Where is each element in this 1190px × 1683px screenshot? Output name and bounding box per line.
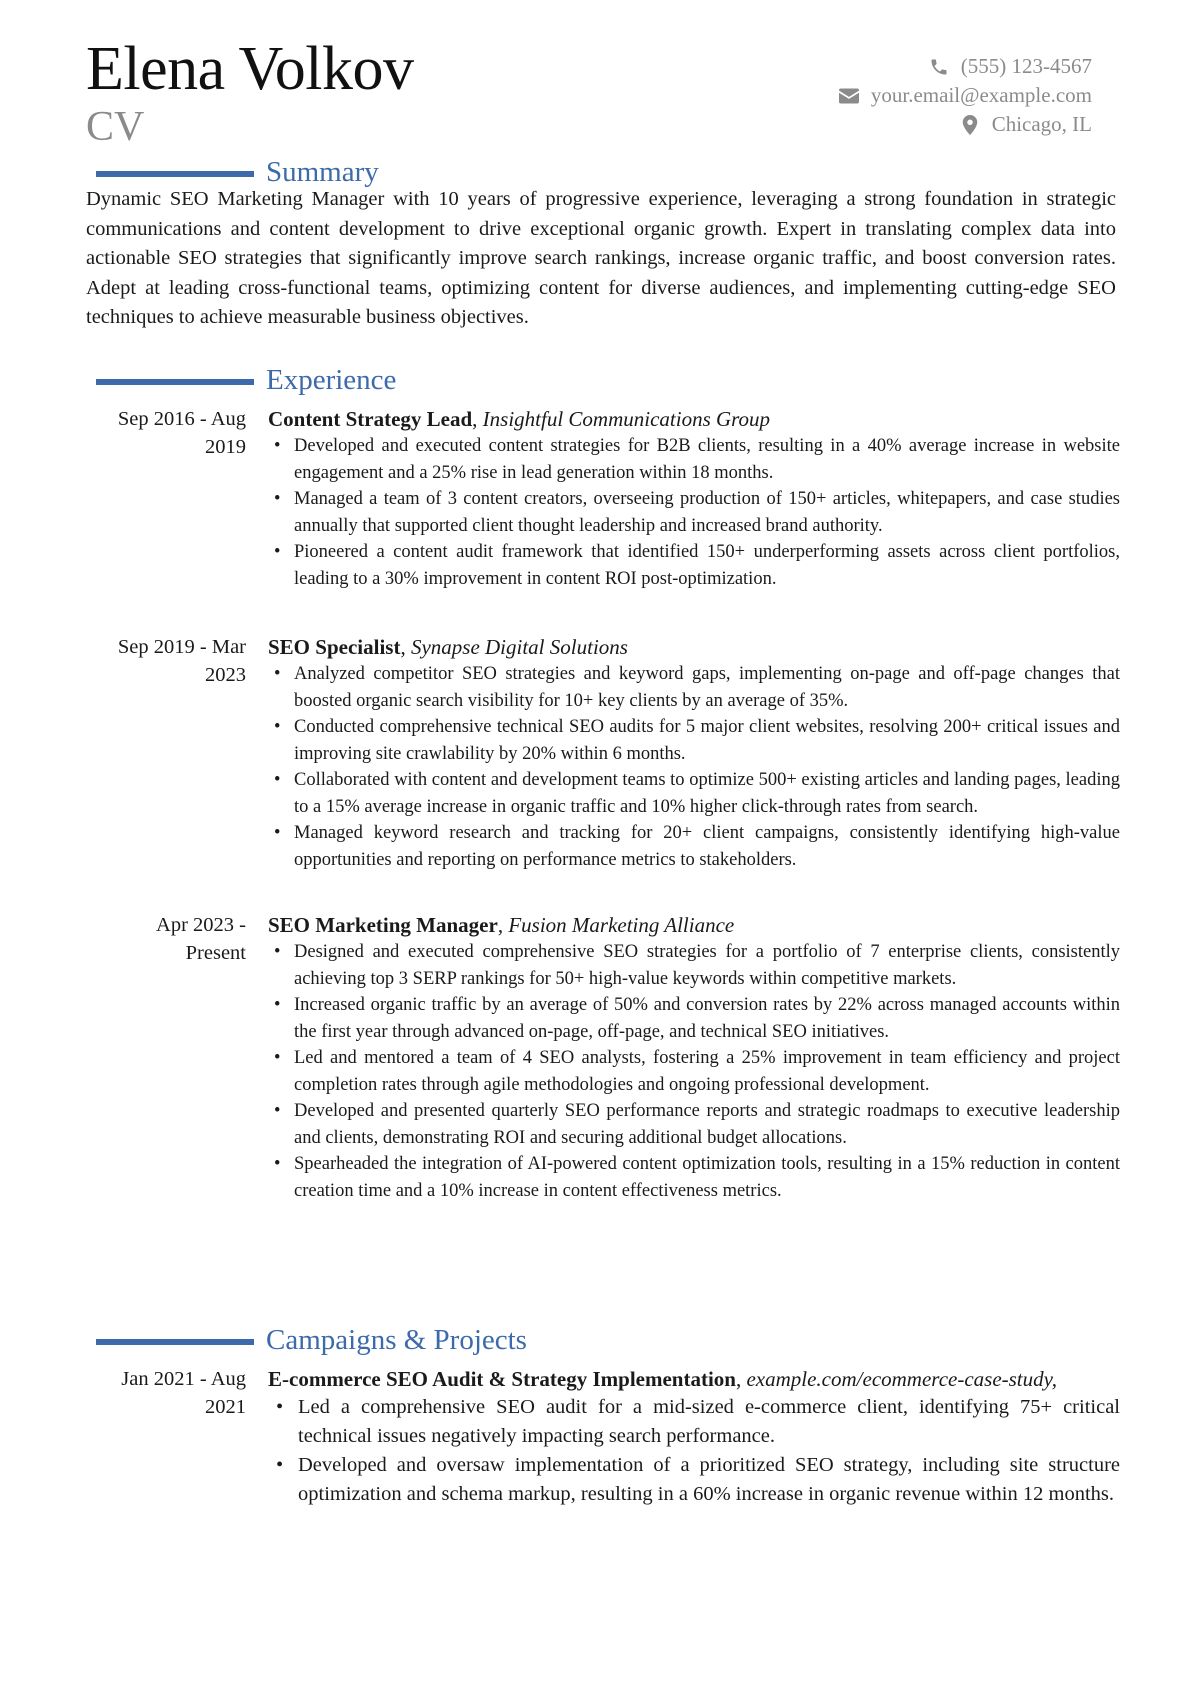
bullet-item bbox=[268, 1451, 1120, 1509]
contact-phone bbox=[839, 52, 1092, 81]
bullet-item bbox=[268, 714, 1120, 767]
entry-date bbox=[86, 405, 246, 461]
bullet-dot-icon: • bbox=[274, 770, 281, 790]
bullet-dot-icon: • bbox=[276, 1454, 284, 1476]
contact-email bbox=[839, 81, 1092, 110]
date-line: Sep 2016 - Aug bbox=[117, 408, 246, 430]
contact-block bbox=[839, 52, 1092, 139]
bullet-text: Managed a team of 3 content creators, overseeing production of 150+ articles, whitepapers, and case studies annually that supported client thought leadership and increased brand authority. bbox=[294, 489, 1120, 536]
candidate-name: Elena Volkov bbox=[86, 35, 414, 103]
job-title: SEO Marketing Manager bbox=[268, 913, 498, 937]
bullet-item bbox=[268, 767, 1120, 820]
entry-date bbox=[86, 1365, 246, 1421]
section-accent-bar bbox=[96, 379, 254, 385]
bullet-text: Led and mentored a team of 4 SEO analysts, fostering a 25% improvement in team efficiency and project completion rates through agile methodologies and ongoing professional development. bbox=[294, 1048, 1120, 1095]
entry-body bbox=[268, 1365, 1120, 1509]
bullet-item bbox=[268, 939, 1120, 992]
entry-body bbox=[268, 633, 1120, 873]
title-separator: , bbox=[400, 635, 411, 659]
bullet-text: Developed and executed content strategies for B2B clients, resulting in a 40% average increase in website engagement and a 25% rise in lead generation within 18 months. bbox=[294, 436, 1120, 483]
organization: Insightful Communications Group bbox=[482, 407, 771, 431]
bullet-item bbox=[268, 433, 1120, 486]
phone-number[interactable]: (555) 123-4567 bbox=[960, 54, 1092, 78]
date-line: Apr 2023 - bbox=[156, 914, 246, 936]
bullet-text: Analyzed competitor SEO strategies and keyword gaps, implementing on-page and off-page changes that boosted organic search visibility for 10+ key clients by an average of 35%. bbox=[294, 664, 1120, 711]
bullet-text: Conducted comprehensive technical SEO audits for 5 major client websites, resolving 200+ critical issues and improving site crawlability by 20% within 6 months. bbox=[294, 717, 1120, 764]
bullet-text: Developed and oversaw implementation of a prioritized SEO strategy, including site structure optimization and schema markup, resulting in a 60% increase in organic revenue within 12 months. bbox=[298, 1454, 1120, 1505]
bullet-text: Designed and executed comprehensive SEO strategies for a portfolio of 7 enterprise clients, consistently achieving top 3 SERP rankings for 50+ high-value keywords within competitive markets. bbox=[294, 942, 1120, 989]
bullet-text: Pioneered a content audit framework that identified 150+ underperforming assets across client portfolios, leading to a 30% improvement in content ROI post-optimization. bbox=[294, 542, 1120, 589]
bullet-item bbox=[268, 1098, 1120, 1151]
location-text: Chicago, IL bbox=[991, 112, 1092, 136]
projects-section-header bbox=[96, 1326, 527, 1355]
bullet-list bbox=[268, 433, 1120, 592]
entry-title bbox=[268, 911, 1120, 939]
date-line: Present bbox=[185, 942, 246, 964]
summary-section-header bbox=[96, 158, 379, 187]
bullet-list bbox=[268, 939, 1120, 1204]
section-accent-bar bbox=[96, 1339, 254, 1345]
bullet-dot-icon: • bbox=[274, 436, 281, 456]
title-separator: , bbox=[497, 913, 509, 937]
bullet-item bbox=[268, 1393, 1120, 1451]
bullet-text: Increased organic traffic by an average of 50% and conversion rates by 22% across managed accounts within the first year through advanced on-page, off-page, and technical SEO initiatives. bbox=[294, 995, 1120, 1042]
date-line: 2021 bbox=[205, 1396, 246, 1418]
summary-text: Dynamic SEO Marketing Manager with 10 years of progressive experience, leveraging a strong foundation in strategic communications and content development to drive exceptional organic growth. Expert in translating complex data into actionable SEO strategies that significantly improve search rankings, increase organic traffic, and boost conversion rates. Adept at leading cross-functional teams, optimizing content for diverse audiences, and implementing cutting-edge SEO techniques to achieve measurable business objectives. bbox=[86, 188, 1116, 328]
date-line: 2019 bbox=[205, 436, 246, 458]
bullet-dot-icon: • bbox=[274, 717, 281, 737]
entry-date bbox=[86, 911, 246, 967]
bullet-item bbox=[268, 539, 1120, 592]
bullet-list bbox=[268, 1393, 1120, 1509]
contact-location bbox=[839, 110, 1092, 139]
bullet-dot-icon: • bbox=[274, 823, 281, 843]
bullet-item bbox=[268, 486, 1120, 539]
bullet-list bbox=[268, 661, 1120, 873]
bullet-item bbox=[268, 1045, 1120, 1098]
bullet-dot-icon: • bbox=[274, 942, 281, 962]
entry-title bbox=[268, 1365, 1120, 1393]
bullet-dot-icon: • bbox=[274, 1101, 281, 1121]
organization: Synapse Digital Solutions bbox=[410, 635, 628, 659]
bullet-dot-icon: • bbox=[276, 1396, 284, 1418]
section-accent-bar bbox=[96, 171, 254, 177]
entry-title bbox=[268, 633, 1120, 661]
job-title: Content Strategy Lead bbox=[268, 407, 473, 431]
bullet-dot-icon: • bbox=[274, 995, 281, 1015]
bullet-text: Managed keyword research and tracking for 20+ client campaigns, consistently identifying high-value opportunities and reporting on performance metrics to stakeholders. bbox=[294, 823, 1120, 870]
bullet-item bbox=[268, 992, 1120, 1045]
bullet-dot-icon: • bbox=[274, 664, 281, 684]
bullet-item bbox=[268, 1151, 1120, 1204]
projects-heading: Campaigns & Projects bbox=[266, 1324, 527, 1356]
entry-date bbox=[86, 633, 246, 689]
bullet-dot-icon: • bbox=[274, 1154, 281, 1174]
summary-heading: Summary bbox=[266, 156, 379, 188]
email-address[interactable]: your.email@example.com bbox=[870, 83, 1092, 107]
bullet-dot-icon: • bbox=[274, 542, 281, 562]
date-line: Sep 2019 - Mar bbox=[117, 636, 246, 658]
phone-icon bbox=[929, 57, 949, 77]
bullet-text: Led a comprehensive SEO audit for a mid-sized e-commerce client, identifying 75+ critical technical issues negatively impacting search performance. bbox=[298, 1396, 1120, 1447]
bullet-item bbox=[268, 661, 1120, 714]
project-link[interactable]: example.com/ecommerce-case-study, bbox=[746, 1367, 1058, 1391]
bullet-text: Developed and presented quarterly SEO performance reports and strategic roadmaps to executive leadership and clients, demonstrating ROI and securing additional budget allocations. bbox=[294, 1101, 1120, 1148]
bullet-dot-icon: • bbox=[274, 489, 281, 509]
entry-title bbox=[268, 405, 1120, 433]
experience-heading: Experience bbox=[266, 364, 397, 396]
bullet-dot-icon: • bbox=[274, 1048, 281, 1068]
date-line: 2023 bbox=[205, 664, 246, 686]
experience-section-header bbox=[96, 366, 396, 395]
bullet-text: Spearheaded the integration of AI-powered content optimization tools, resulting in a 15% reduction in content creation time and a 10% increase in content effectiveness metrics. bbox=[294, 1154, 1120, 1201]
title-separator: , bbox=[472, 407, 483, 431]
entry-body bbox=[268, 911, 1120, 1204]
map-pin-icon bbox=[960, 115, 980, 135]
document-subtitle: CV bbox=[86, 104, 145, 150]
project-title: E-commerce SEO Audit & Strategy Implementation bbox=[268, 1367, 736, 1391]
date-line: Jan 2021 - Aug bbox=[121, 1368, 246, 1390]
bullet-item bbox=[268, 820, 1120, 873]
bullet-text: Collaborated with content and development teams to optimize 500+ existing articles and landing pages, leading to a 15% average increase in organic traffic and 10% higher click-through rates from search. bbox=[294, 770, 1120, 817]
entry-body bbox=[268, 405, 1120, 592]
title-separator: , bbox=[735, 1367, 747, 1391]
organization: Fusion Marketing Alliance bbox=[508, 913, 735, 937]
envelope-icon bbox=[839, 86, 859, 106]
job-title: SEO Specialist bbox=[268, 635, 401, 659]
